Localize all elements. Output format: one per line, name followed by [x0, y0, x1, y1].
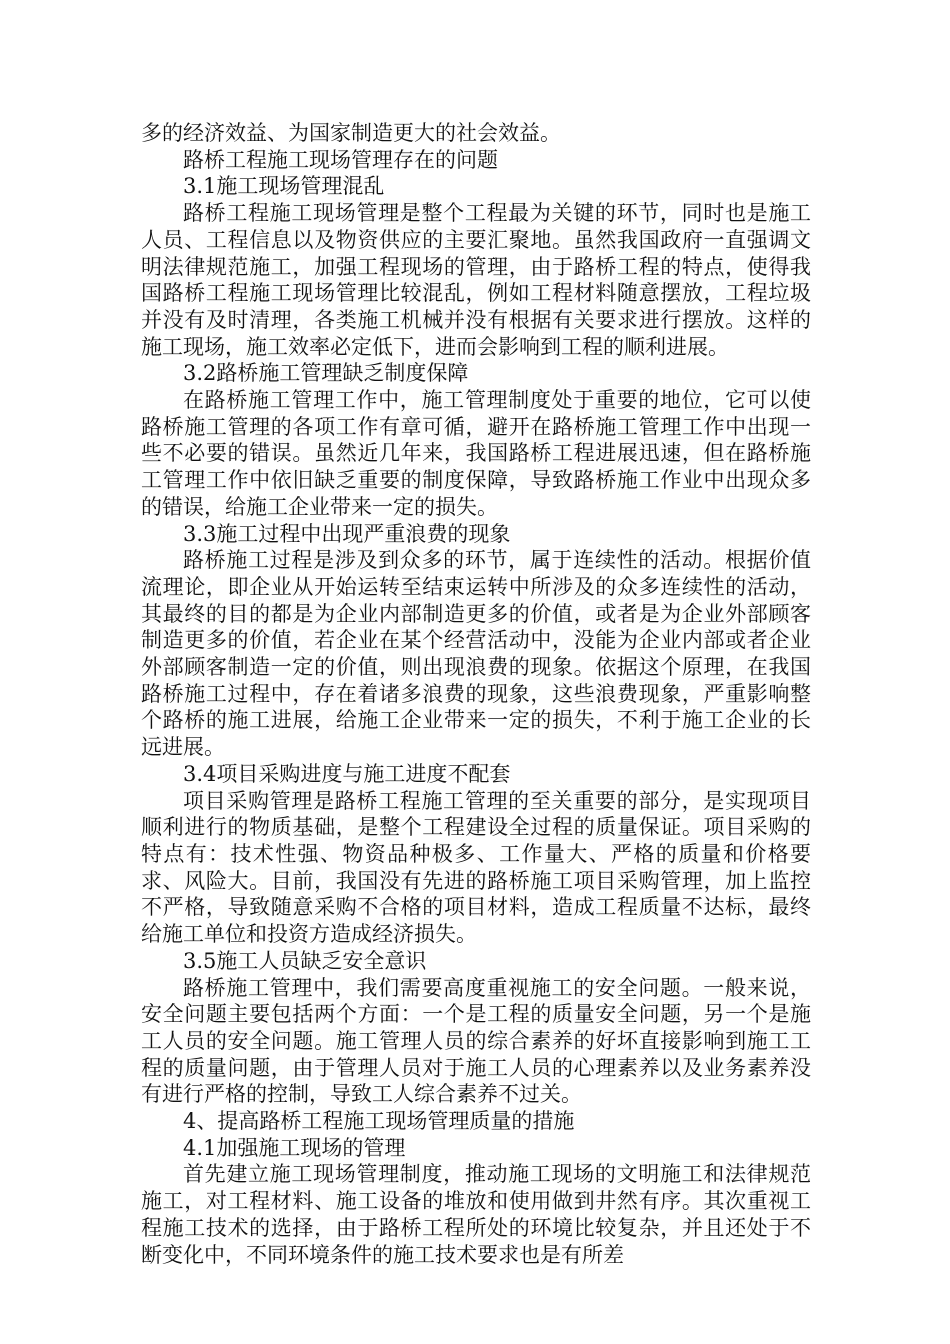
paragraph-3-5: 路桥施工管理中，我们需要高度重视施工的安全问题。一般来说，安全问题主要包括两个方面：一个是工程的质量安全问题，另一个是施工人员的安全问题。施工管理人员的综合素养的好坏直接影响到施工工程的质量问题，由于管理人员对于施工人员的心理素养以及业务素养没有进行严格的控制，导致工人综合素养不过关。 — [141, 975, 811, 1107]
paragraph-3-1: 路桥工程施工现场管理是整个工程最为关键的环节，同时也是施工人员、工程信息以及物资供应的主要汇聚地。虽然我国政府一直强调文明法律规范施工，加强工程现场的管理，由于路桥工程的特点，使得我国路桥工程施工现场管理比较混乱，例如工程材料随意摆放，工程垃圾并没有及时清理，各类施工机械并没有根据有关要求进行摆放。这样的施工现场，施工效率必定低下，进而会影响到工程的顺利进展。 — [141, 201, 811, 359]
continuation-paragraph: 多的经济效益、为国家制造更大的社会效益。 — [141, 121, 561, 145]
paragraph-4-1: 首先建立施工现场管理制度，推动施工现场的文明施工和法律规范施工，对工程材料、施工设备的堆放和使用做到井然有序。其次重视工程施工技术的选择，由于路桥工程所处的环境比较复杂，并且还处于不断变化中，不同环境条件的施工技术要求也是有所差 — [141, 1162, 811, 1267]
subsection-heading-3-3: 3.3施工过程中出现严重浪费的现象 — [183, 521, 511, 546]
section-heading-problems: 路桥工程施工现场管理存在的问题 — [183, 147, 498, 172]
paragraph-3-2: 在路桥施工管理工作中，施工管理制度处于重要的地位，它可以使路桥施工管理的各项工作有章可循，避开在路桥施工管理工作中出现一些不必要的错误。虽然近几年来，我国路桥工程进展迅速，但在路桥施工管理工作中依旧缺乏重要的制度保障，导致路桥施工作业中出现众多的错误，给施工企业带来一定的损失。 — [141, 388, 811, 519]
subsection-heading-3-4: 3.4项目采购进度与施工进度不配套 — [183, 761, 511, 786]
subsection-heading-3-2: 3.2路桥施工管理缺乏制度保障 — [183, 361, 469, 386]
document-page — [141, 120, 811, 1268]
paragraph-3-3: 路桥施工过程是涉及到众多的环节，属于连续性的活动。根据价值流理论，即企业从开始运转至结束运转中所涉及的众多连续性的活动，其最终的目的都是为企业内部制造更多的价值，或者是为企业外部顾客制造更多的价值，若企业在某个经营活动中，没能为企业内部或者企业外部顾客制造一定的价值，则出现浪费的现象。依据这个原理，在我国路桥施工过程中，存在着诸多浪费的现象，这些浪费现象，严重影响整个路桥的施工进展，给施工企业带来一定的损失，不利于施工企业的长远进展。 — [141, 548, 811, 760]
section-heading-measures: 4、提高路桥工程施工现场管理质量的措施 — [183, 1109, 575, 1134]
subsection-heading-3-1: 3.1施工现场管理混乱 — [183, 174, 385, 199]
subsection-heading-4-1: 4.1加强施工现场的管理 — [183, 1135, 406, 1160]
subsection-heading-3-5: 3.5施工人员缺乏安全意识 — [183, 948, 427, 973]
paragraph-3-4: 项目采购管理是路桥工程施工管理的至关重要的部分，是实现项目顺利进行的物质基础，是整个工程建设全过程的质量保证。项目采购的特点有：技术性强、物资品种极多、工作量大、严格的质量和价格要求、风险大。目前，我国没有先进的路桥施工项目采购管理，加上监控不严格，导致随意采购不合格的项目材料，造成工程质量不达标，最终给施工单位和投资方造成经济损失。 — [141, 788, 811, 947]
